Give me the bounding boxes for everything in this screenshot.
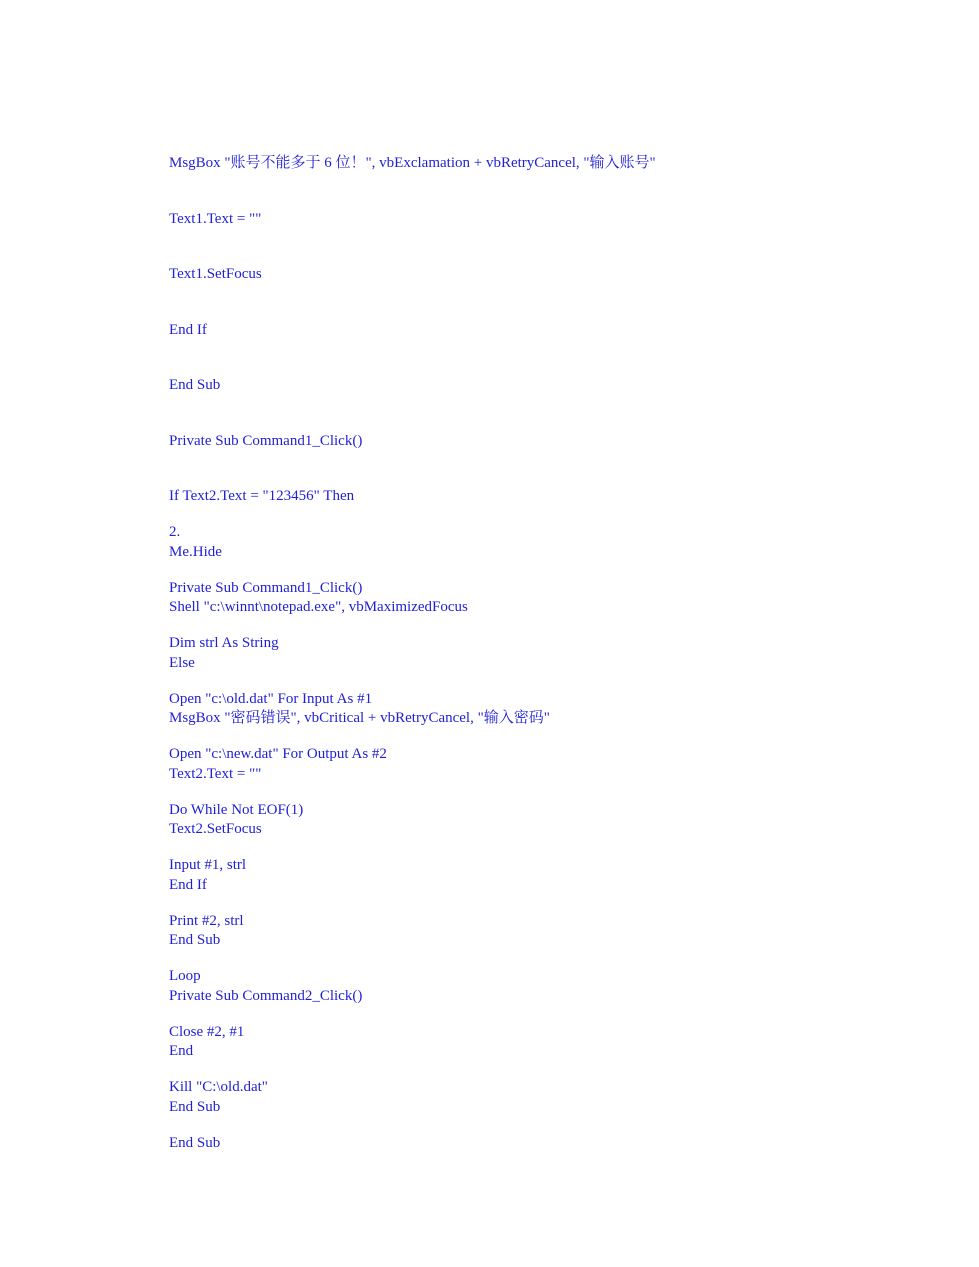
code-line: Me.Hide <box>169 543 222 560</box>
code-line: End Sub <box>169 932 221 948</box>
code-line: End <box>169 1043 194 1059</box>
code-line: End If <box>169 321 207 338</box>
code-line: Else <box>169 654 195 671</box>
code-line: End Sub <box>169 1134 221 1151</box>
code-line: Input #1, strl <box>169 857 247 873</box>
code-line: MsgBox "密码错误", vbCritical + vbRetryCancel, "输入密码" <box>169 710 550 726</box>
code-line: Text1.SetFocus <box>169 266 262 282</box>
code-line: Open "c:\old.dat" For Input As #1 <box>169 690 373 707</box>
code-line: Private Sub Command1_Click() <box>169 579 363 596</box>
code-line: MsgBox "账号不能多于 6 位！", vbExclamation + vbRetryCancel, "输入账号" <box>169 155 656 171</box>
code-line: Private Sub Command2_Click() <box>169 987 363 1004</box>
code-line: End Sub <box>169 1098 221 1115</box>
code-line: Text2.SetFocus <box>169 821 262 837</box>
code-line: End Sub <box>169 377 221 393</box>
code-line: Kill "C:\old.dat" <box>169 1079 268 1095</box>
code-line: If Text2.Text = "123456" Then <box>169 488 355 504</box>
code-line: Private Sub Command1_Click() <box>169 432 363 449</box>
code-line: Open "c:\new.dat" For Output As #2 <box>169 746 387 762</box>
code-line: Do While Not EOF(1) <box>169 801 304 818</box>
code-line: Print #2, strl <box>169 912 244 929</box>
code-line: End If <box>169 876 207 893</box>
code-line: Dim strl As String <box>169 635 279 651</box>
code-line: Text1.Text = "" <box>169 210 262 227</box>
code-section-2 <box>169 486 387 1189</box>
code-line: Close #2, #1 <box>169 1023 245 1040</box>
code-line: Shell "c:\winnt\notepad.exe", vbMaximizedFocus <box>169 599 468 615</box>
code-line: Loop <box>169 968 201 984</box>
section-number: 2. <box>169 524 181 540</box>
code-line: Text2.Text = "" <box>169 765 262 782</box>
